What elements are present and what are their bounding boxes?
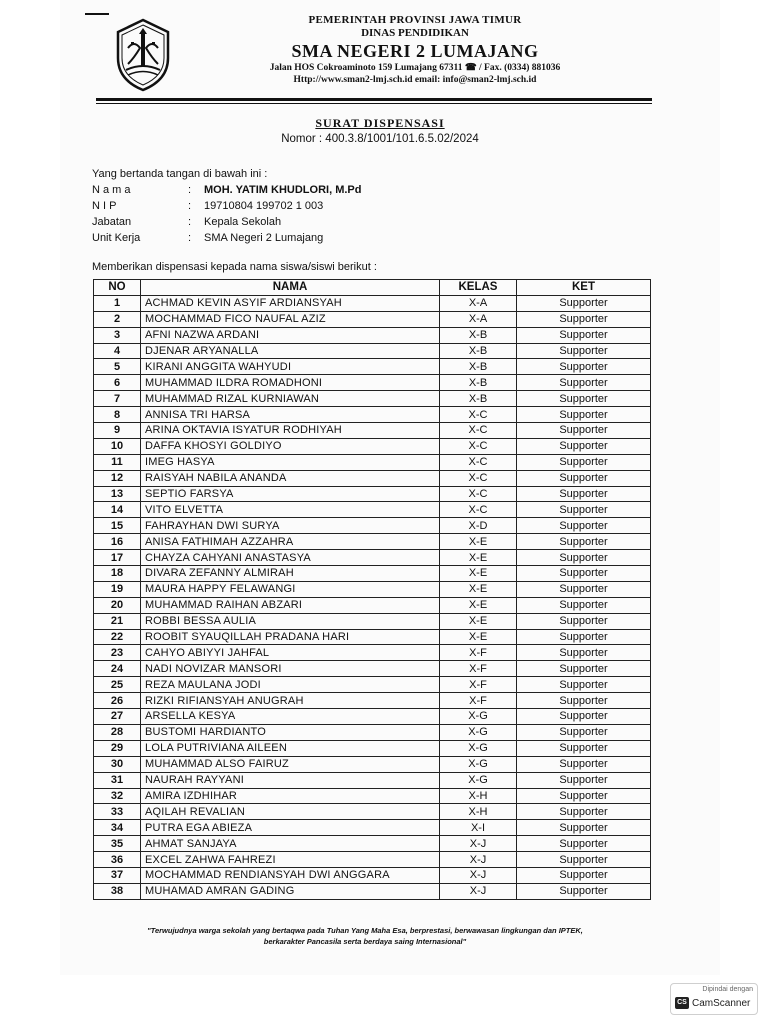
signatory-value: Kepala Sekolah (204, 216, 282, 228)
scanner-brand (675, 997, 750, 1009)
signatory-intro: Yang bertanda tangan di bawah ini : (92, 168, 268, 180)
letterhead-agency: DINAS PENDIDIKAN (361, 27, 469, 39)
table-row (94, 613, 651, 629)
row-ket: Supporter (517, 438, 651, 454)
row-nama: RAISYAH NABILA ANANDA (141, 470, 440, 486)
row-no: 31 (94, 772, 141, 788)
row-kelas: X-E (440, 550, 517, 566)
row-no: 2 (94, 311, 141, 327)
row-nama: AQILAH REVALIAN (141, 804, 440, 820)
row-ket: Supporter (517, 502, 651, 518)
letter-heading: SURAT DISPENSASI (315, 116, 445, 130)
colon: : (188, 232, 192, 244)
row-ket: Supporter (517, 295, 651, 311)
row-nama: VITO ELVETTA (141, 502, 440, 518)
signatory-value: SMA Negeri 2 Lumajang (204, 232, 324, 244)
row-nama: CAHYO ABIYYI JAHFAL (141, 645, 440, 661)
signatory-label: N a m a (92, 184, 131, 196)
letterhead-web: Http://www.sman2-lmj.sch.id email: info@sman2-lmj.sch.id (293, 75, 537, 85)
table-row (94, 327, 651, 343)
row-no: 10 (94, 438, 141, 454)
row-nama: ANISA FATHIMAH AZZAHRA (141, 534, 440, 550)
row-nama: MUHAMMAD ILDRA ROMADHONI (141, 375, 440, 391)
row-no: 21 (94, 613, 141, 629)
table-row (94, 852, 651, 868)
row-nama: AHMAT SANJAYA (141, 836, 440, 852)
signatory-row (92, 198, 361, 214)
row-no: 27 (94, 709, 141, 725)
row-nama: NAURAH RAYYANI (141, 772, 440, 788)
table-row (94, 502, 651, 518)
row-kelas: X-A (440, 295, 517, 311)
row-kelas: X-G (440, 756, 517, 772)
row-kelas: X-C (440, 502, 517, 518)
header-nama: NAMA (141, 280, 440, 296)
row-ket: Supporter (517, 518, 651, 534)
scanner-brand-name: CamScanner (692, 997, 751, 1009)
row-no: 9 (94, 423, 141, 439)
row-kelas: X-E (440, 534, 517, 550)
row-kelas: X-J (440, 883, 517, 899)
row-ket: Supporter (517, 534, 651, 550)
row-kelas: X-E (440, 581, 517, 597)
row-kelas: X-E (440, 629, 517, 645)
row-nama: ROOBIT SYAUQILLAH PRADANA HARI (141, 629, 440, 645)
row-no: 20 (94, 597, 141, 613)
table-row (94, 883, 651, 899)
table-row (94, 867, 651, 883)
row-nama: KIRANI ANGGITA WAHYUDI (141, 359, 440, 375)
row-ket: Supporter (517, 550, 651, 566)
row-ket: Supporter (517, 454, 651, 470)
table-row (94, 470, 651, 486)
letter-title (200, 116, 560, 145)
camscanner-icon: CS (675, 997, 689, 1009)
row-no: 32 (94, 788, 141, 804)
row-kelas: X-B (440, 375, 517, 391)
table-row (94, 550, 651, 566)
row-kelas: X-F (440, 645, 517, 661)
row-ket: Supporter (517, 486, 651, 502)
signatory-block (92, 166, 361, 246)
row-kelas: X-F (440, 661, 517, 677)
row-ket: Supporter (517, 693, 651, 709)
row-nama: ARSELLA KESYA (141, 709, 440, 725)
row-nama: BUSTOMI HARDIANTO (141, 724, 440, 740)
row-no: 11 (94, 454, 141, 470)
row-ket: Supporter (517, 359, 651, 375)
table-row (94, 391, 651, 407)
header-no: NO (94, 280, 141, 296)
jatim-emblem-logo (114, 18, 172, 92)
row-kelas: X-D (440, 518, 517, 534)
row-ket: Supporter (517, 629, 651, 645)
row-kelas: X-C (440, 470, 517, 486)
signatory-row (92, 230, 361, 246)
table-row (94, 295, 651, 311)
row-kelas: X-A (440, 311, 517, 327)
row-nama: MAURA HAPPY FELAWANGI (141, 581, 440, 597)
table-row (94, 772, 651, 788)
table-row (94, 756, 651, 772)
row-kelas: X-C (440, 486, 517, 502)
pen-mark (85, 13, 109, 15)
row-ket: Supporter (517, 566, 651, 582)
table-row (94, 566, 651, 582)
row-no: 37 (94, 867, 141, 883)
row-nama: ANNISA TRI HARSA (141, 407, 440, 423)
row-ket: Supporter (517, 343, 651, 359)
row-kelas: X-B (440, 359, 517, 375)
row-ket: Supporter (517, 661, 651, 677)
row-kelas: X-B (440, 343, 517, 359)
row-kelas: X-C (440, 454, 517, 470)
row-kelas: X-C (440, 423, 517, 439)
row-nama: DAFFA KHOSYI GOLDIYO (141, 438, 440, 454)
header-kelas: KELAS (440, 280, 517, 296)
row-no: 15 (94, 518, 141, 534)
row-ket: Supporter (517, 724, 651, 740)
row-no: 6 (94, 375, 141, 391)
signatory-label: Jabatan (92, 216, 132, 228)
row-ket: Supporter (517, 883, 651, 899)
row-ket: Supporter (517, 836, 651, 852)
row-kelas: X-G (440, 709, 517, 725)
row-ket: Supporter (517, 407, 651, 423)
row-kelas: X-E (440, 566, 517, 582)
row-no: 28 (94, 724, 141, 740)
row-ket: Supporter (517, 613, 651, 629)
letterhead-rule-thick (96, 98, 652, 101)
row-no: 38 (94, 883, 141, 899)
letterhead-province: PEMERINTAH PROVINSI JAWA TIMUR (308, 14, 522, 26)
row-no: 1 (94, 295, 141, 311)
row-nama: SEPTIO FARSYA (141, 486, 440, 502)
row-nama: AFNI NAZWA ARDANI (141, 327, 440, 343)
row-nama: FAHRAYHAN DWI SURYA (141, 518, 440, 534)
row-ket: Supporter (517, 391, 651, 407)
row-ket: Supporter (517, 740, 651, 756)
signatory-label: N I P (92, 200, 117, 212)
table-row (94, 597, 651, 613)
row-nama: MOCHAMMAD RENDIANSYAH DWI ANGGARA (141, 867, 440, 883)
row-nama: PUTRA EGA ABIEZA (141, 820, 440, 836)
row-no: 22 (94, 629, 141, 645)
colon: : (188, 216, 192, 228)
row-nama: DJENAR ARYANALLA (141, 343, 440, 359)
list-intro: Memberikan dispensasi kepada nama siswa/siswi berikut : (92, 261, 377, 273)
row-ket: Supporter (517, 581, 651, 597)
row-no: 4 (94, 343, 141, 359)
row-nama: REZA MAULANA JODI (141, 677, 440, 693)
row-kelas: X-E (440, 613, 517, 629)
table-row (94, 804, 651, 820)
row-kelas: X-H (440, 804, 517, 820)
table-row (94, 423, 651, 439)
row-kelas: X-E (440, 597, 517, 613)
table-row (94, 740, 651, 756)
row-kelas: X-C (440, 407, 517, 423)
table-row (94, 645, 651, 661)
row-ket: Supporter (517, 756, 651, 772)
letterhead-rule-thin (96, 103, 652, 104)
table-row (94, 407, 651, 423)
table-row (94, 375, 651, 391)
row-nama: MUHAMMAD RAIHAN ABZARI (141, 597, 440, 613)
row-ket: Supporter (517, 311, 651, 327)
row-no: 3 (94, 327, 141, 343)
table-body (94, 295, 651, 899)
colon: : (188, 184, 192, 196)
row-ket: Supporter (517, 804, 651, 820)
table-row (94, 677, 651, 693)
row-ket: Supporter (517, 677, 651, 693)
table-row (94, 454, 651, 470)
row-nama: MUHAMMAD ALSO FAIRUZ (141, 756, 440, 772)
letterhead-school: SMA NEGERI 2 LUMAJANG (291, 41, 539, 61)
table-row (94, 343, 651, 359)
table-row (94, 629, 651, 645)
row-ket: Supporter (517, 709, 651, 725)
row-nama: EXCEL ZAHWA FAHREZI (141, 852, 440, 868)
signatory-value: 19710804 199702 1 003 (204, 200, 324, 212)
motto-line: berkarakter Pancasila serta berdaya saing Internasional" (263, 937, 467, 946)
row-kelas: X-J (440, 852, 517, 868)
signatory-label: Unit Kerja (92, 232, 141, 244)
row-ket: Supporter (517, 820, 651, 836)
row-ket: Supporter (517, 645, 651, 661)
row-kelas: X-J (440, 836, 517, 852)
signatory-value: MOH. YATIM KHUDLORI, M.Pd (204, 184, 362, 196)
row-ket: Supporter (517, 423, 651, 439)
table-row (94, 724, 651, 740)
table-row (94, 518, 651, 534)
row-ket: Supporter (517, 852, 651, 868)
table-row (94, 709, 651, 725)
table-row (94, 693, 651, 709)
table-row (94, 820, 651, 836)
row-no: 8 (94, 407, 141, 423)
row-no: 26 (94, 693, 141, 709)
row-no: 14 (94, 502, 141, 518)
motto-line: "Terwujudnya warga sekolah yang bertaqwa pada Tuhan Yang Maha Esa, berprestasi, berwawasan lingkungan dan IPTEK, (147, 926, 583, 935)
row-kelas: X-G (440, 740, 517, 756)
colon: : (188, 200, 192, 212)
scanner-caption: Dipindai dengan (702, 986, 753, 993)
camscanner-watermark (670, 983, 758, 1015)
row-nama: ARINA OKTAVIA ISYATUR RODHIYAH (141, 423, 440, 439)
table-row (94, 359, 651, 375)
row-nama: RIZKI RIFIANSYAH ANUGRAH (141, 693, 440, 709)
row-ket: Supporter (517, 772, 651, 788)
row-nama: IMEG HASYA (141, 454, 440, 470)
row-no: 36 (94, 852, 141, 868)
row-nama: LOLA PUTRIVIANA AILEEN (141, 740, 440, 756)
row-no: 7 (94, 391, 141, 407)
row-no: 25 (94, 677, 141, 693)
header-ket: KET (517, 280, 651, 296)
table-row (94, 661, 651, 677)
row-no: 19 (94, 581, 141, 597)
signatory-row (92, 182, 361, 198)
table-header-row (94, 280, 651, 296)
row-kelas: X-F (440, 677, 517, 693)
table-row (94, 534, 651, 550)
row-no: 17 (94, 550, 141, 566)
row-nama: MUHAMMAD RIZAL KURNIAWAN (141, 391, 440, 407)
row-kelas: X-J (440, 867, 517, 883)
table-row (94, 581, 651, 597)
row-ket: Supporter (517, 470, 651, 486)
row-nama: CHAYZA CAHYANI ANASTASYA (141, 550, 440, 566)
row-ket: Supporter (517, 375, 651, 391)
table-row (94, 486, 651, 502)
row-kelas: X-C (440, 438, 517, 454)
row-no: 18 (94, 566, 141, 582)
row-ket: Supporter (517, 867, 651, 883)
row-no: 35 (94, 836, 141, 852)
row-no: 34 (94, 820, 141, 836)
row-nama: AMIRA IZDHIHAR (141, 788, 440, 804)
table-row (94, 311, 651, 327)
letterhead (200, 14, 630, 86)
letter-number: Nomor : 400.3.8/1001/101.6.5.02/2024 (281, 133, 479, 145)
row-kelas: X-B (440, 327, 517, 343)
letterhead-address: Jalan HOS Cokroaminoto 159 Lumajang 67311 ☎ / Fax. (0334) 881036 (269, 63, 561, 73)
row-kelas: X-F (440, 693, 517, 709)
row-nama: DIVARA ZEFANNY ALMIRAH (141, 566, 440, 582)
signatory-row (92, 214, 361, 230)
row-ket: Supporter (517, 597, 651, 613)
table-row (94, 788, 651, 804)
row-kelas: X-G (440, 772, 517, 788)
row-nama: ACHMAD KEVIN ASYIF ARDIANSYAH (141, 295, 440, 311)
row-ket: Supporter (517, 788, 651, 804)
row-ket: Supporter (517, 327, 651, 343)
row-no: 16 (94, 534, 141, 550)
row-no: 29 (94, 740, 141, 756)
row-nama: MUHAMAD AMRAN GADING (141, 883, 440, 899)
row-no: 24 (94, 661, 141, 677)
row-nama: ROBBI BESSA AULIA (141, 613, 440, 629)
row-no: 13 (94, 486, 141, 502)
row-kelas: X-G (440, 724, 517, 740)
row-no: 12 (94, 470, 141, 486)
row-kelas: X-B (440, 391, 517, 407)
row-no: 33 (94, 804, 141, 820)
school-motto (115, 925, 615, 947)
student-table (93, 279, 651, 900)
table-row (94, 836, 651, 852)
row-no: 23 (94, 645, 141, 661)
row-no: 30 (94, 756, 141, 772)
row-kelas: X-I (440, 820, 517, 836)
row-nama: MOCHAMMAD FICO NAUFAL AZIZ (141, 311, 440, 327)
table-row (94, 438, 651, 454)
row-no: 5 (94, 359, 141, 375)
row-kelas: X-H (440, 788, 517, 804)
row-nama: NADI NOVIZAR MANSORI (141, 661, 440, 677)
